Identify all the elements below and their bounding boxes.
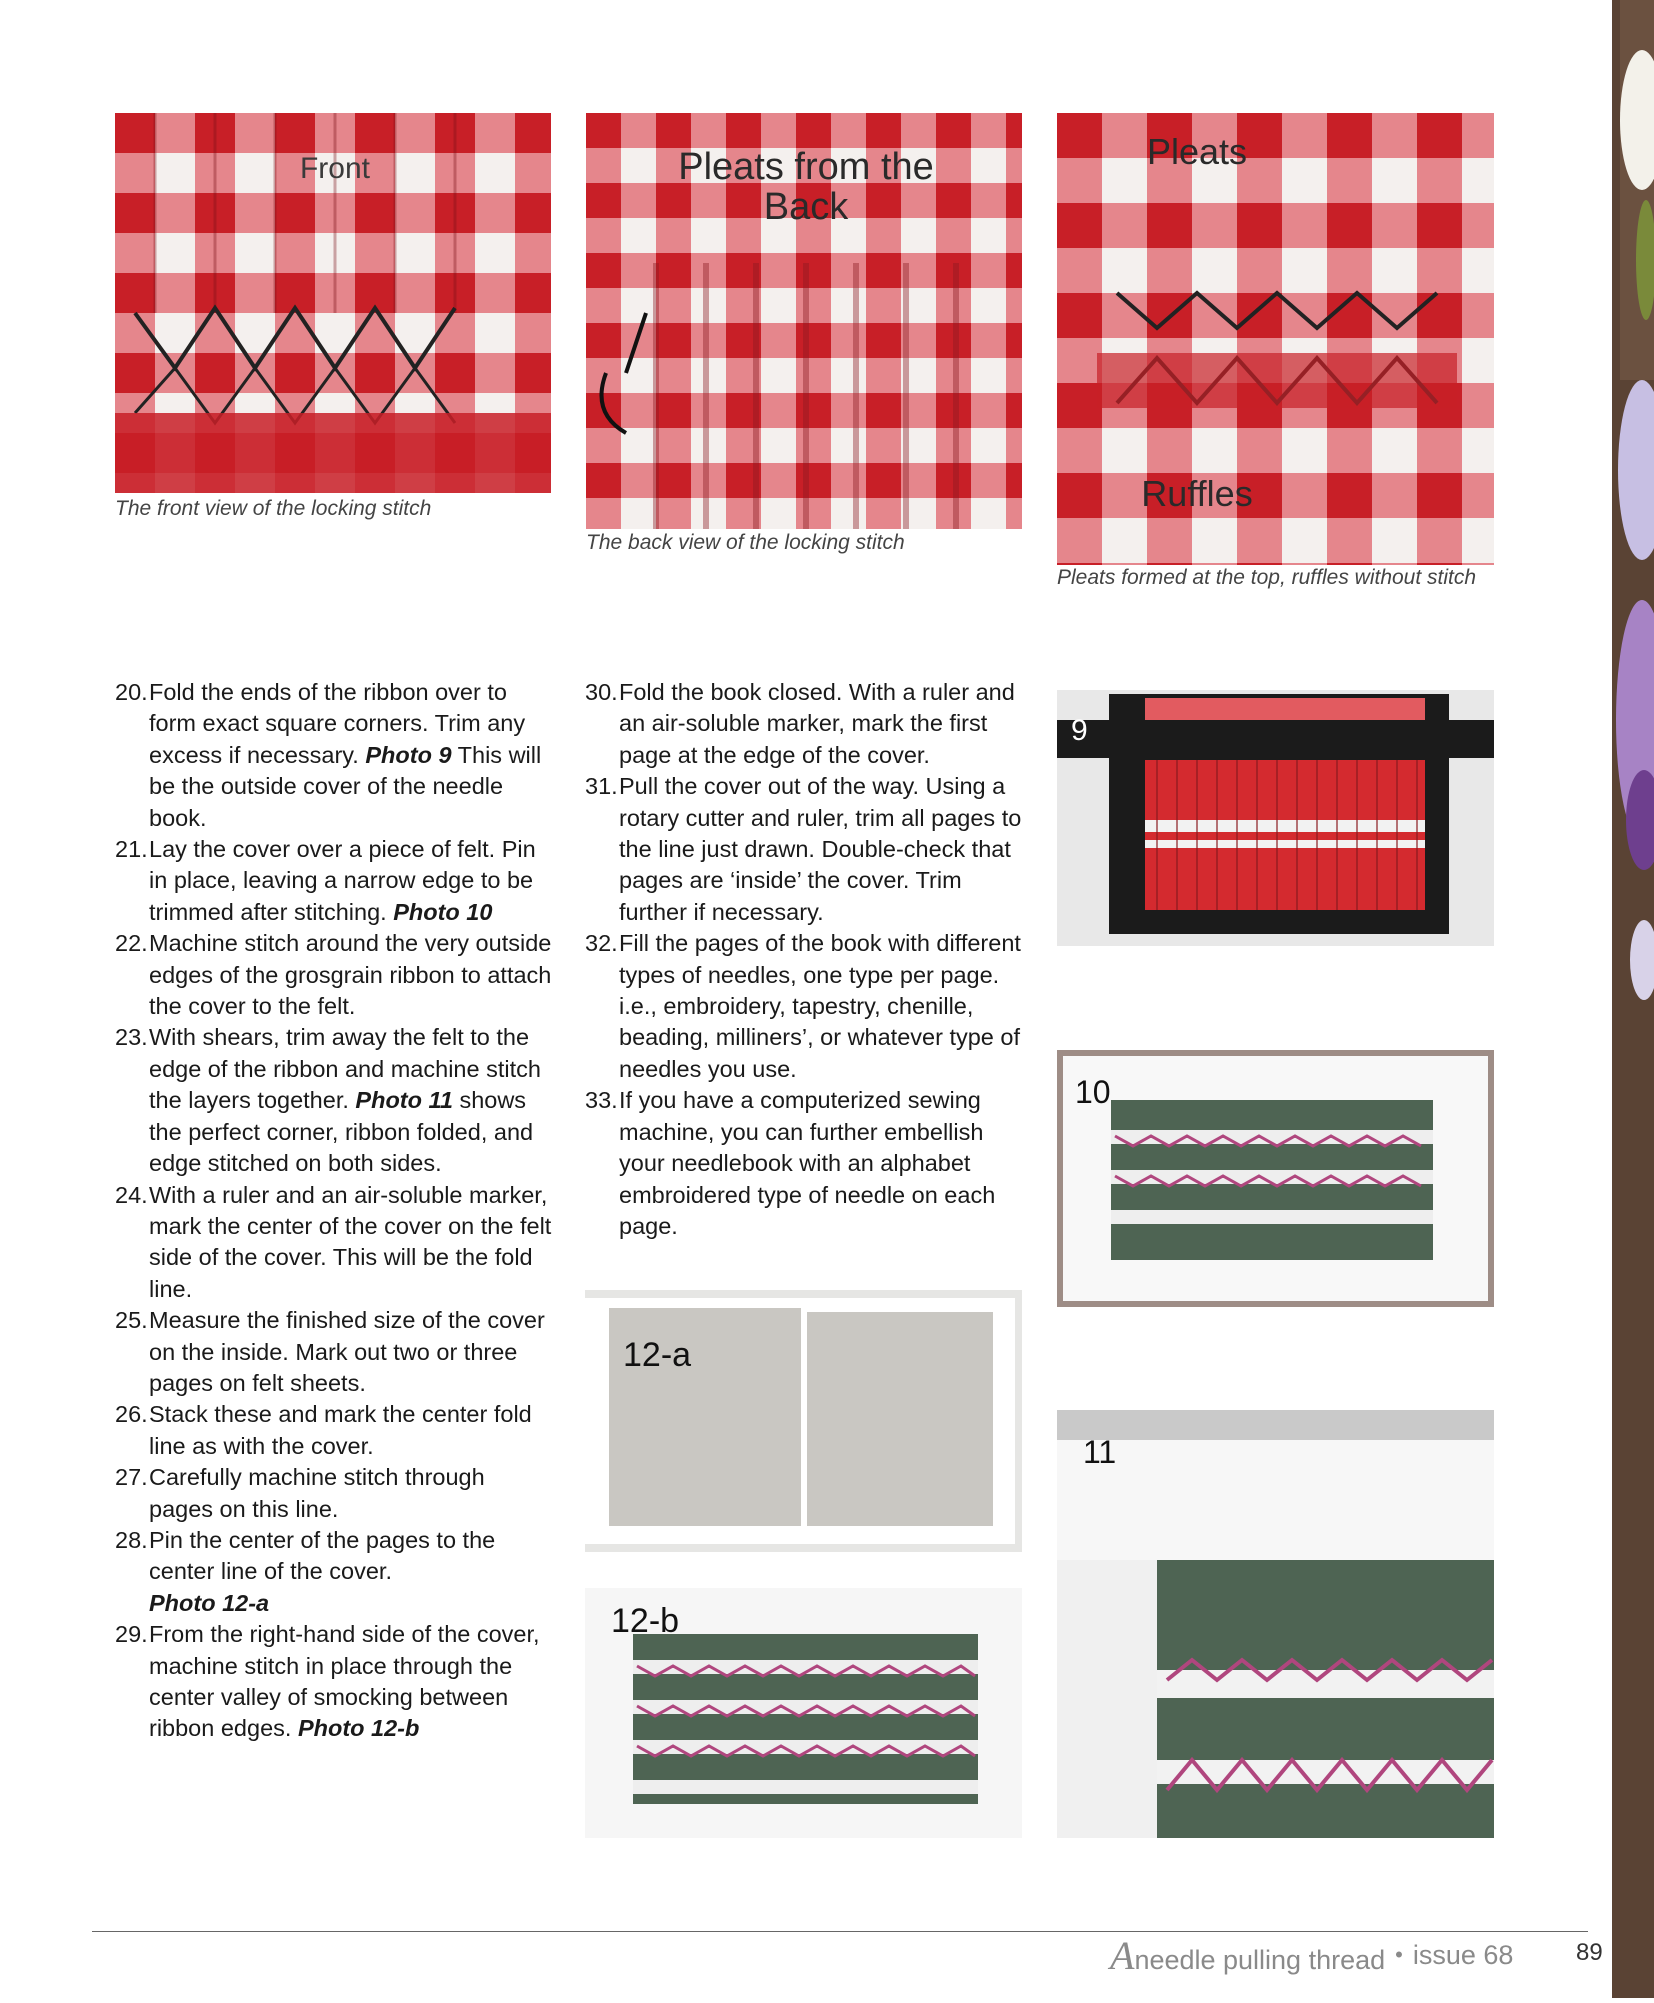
step-33: 33. If you have a computerized sewing machine, you can further embellish your needlebook with an alphabet embroidered type of needle on each page. — [585, 1087, 996, 1239]
brand-initial: A — [1110, 1932, 1135, 1978]
photo-12a-label: 12-a — [623, 1336, 692, 1374]
middle-instructions — [585, 677, 1025, 1242]
pleats-ruffles-photo — [1057, 113, 1494, 565]
footer-brand — [1110, 1932, 1514, 1978]
front-view-photo — [115, 113, 551, 493]
front-overlay-label: Front — [299, 152, 371, 185]
step-26: 26. Stack these and mark the center fold line as with the cover. — [115, 1401, 532, 1459]
step-29: 29. From the right-hand side of the cover, machine stitch in place through the center valley of smocking between ribbon edges. Photo 12-b — [115, 1621, 540, 1742]
photo-12b-label: 12-b — [611, 1602, 680, 1640]
decorative-edge-image — [1612, 0, 1654, 1998]
photo-11-label: 11 — [1083, 1434, 1117, 1470]
front-view-caption: The front view of the locking stitch — [115, 497, 432, 520]
page-number: 89 — [1576, 1939, 1603, 1966]
step-24: 24. With a ruler and an air-soluble marker, mark the center of the cover on the felt side of the cover. This will be the fold line. — [115, 1181, 552, 1302]
back-view-caption: The back view of the locking stitch — [586, 531, 905, 554]
pleats-overlay-label: Pleats — [1146, 131, 1248, 172]
photo-11 — [1057, 1410, 1494, 1838]
step-27: 27. Carefully machine stitch through pages on this line. — [115, 1464, 485, 1522]
photo-12a — [585, 1290, 1022, 1552]
step-32: 32. Fill the pages of the book with different types of needles, one type per page. i.e., embroidery, tapestry, chenille, beading, milliners’, or whatever type of needles you use. — [585, 930, 1021, 1082]
photo-9-label: 9 — [1071, 714, 1088, 747]
back-overlay-label: Pleats from the Back — [678, 146, 934, 228]
pleats-ruffles-caption: Pleats formed at the top, ruffles without stitch — [1057, 566, 1477, 589]
step-22: 22. Machine stitch around the very outside edges of the grosgrain ribbon to attach the cover to the felt. — [115, 930, 552, 1020]
ruffles-overlay-label: Ruffles — [1141, 473, 1253, 514]
footer-separator: • — [1395, 1942, 1403, 1967]
photo-10-label: 10 — [1075, 1074, 1111, 1110]
step-21: 21. Lay the cover over a piece of felt. Pin in place, leaving a narrow edge to be trimmed after stitching. Photo 10 — [115, 836, 536, 925]
photo-10 — [1057, 1050, 1494, 1307]
brand-name: needle pulling thread — [1134, 1944, 1386, 1975]
left-instructions — [115, 677, 555, 1745]
back-view-photo — [586, 113, 1022, 529]
step-23: 23. With shears, trim away the felt to the edge of the ribbon and machine stitch the layers together. Photo 11 shows the perfect corner, ribbon folded, and edge stitched on both sides. — [115, 1024, 541, 1177]
photo-12b — [585, 1588, 1022, 1838]
step-20: 20. Fold the ends of the ribbon over to form exact square corners. Trim any excess if necessary. Photo 9 This will be the outside cover of the needle book. — [115, 679, 542, 831]
step-28: 28. Pin the center of the pages to the center line of the cover. Photo 12-a — [115, 1526, 496, 1616]
issue-number: issue 68 — [1412, 1939, 1514, 1970]
step-25: 25. Measure the finished size of the cover on the inside. Mark out two or three pages on felt sheets. — [115, 1307, 545, 1396]
step-30: 30. Fold the book closed. With a ruler and an air-soluble marker, mark the first page at the edge of the cover. — [585, 679, 1015, 768]
photo-9 — [1057, 690, 1494, 946]
step-31: 31. Pull the cover out of the way. Using a rotary cutter and ruler, trim all pages to the line just drawn. Double-check that pages are ‘inside’ the cover. Trim further if necessary. — [585, 773, 1022, 925]
